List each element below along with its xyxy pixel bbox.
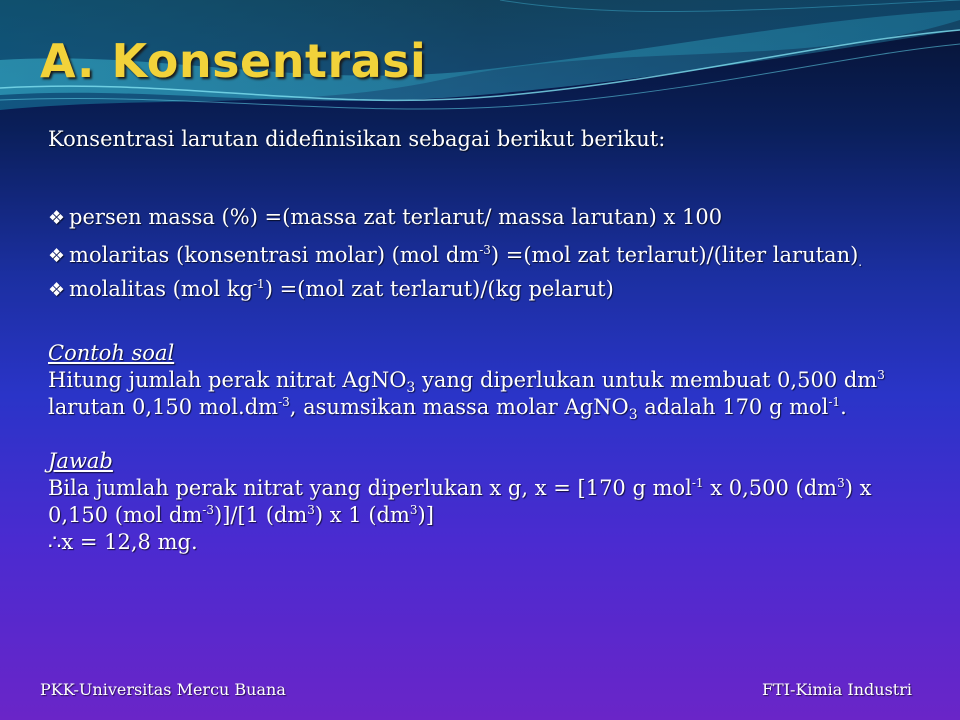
definition-list — [48, 204, 948, 304]
list-item — [48, 204, 948, 232]
diamond-bullet-icon: ❖ — [48, 207, 66, 229]
footer-left: PKK-Universitas Mercu Buana — [40, 680, 286, 699]
answer-line-cont: 0,150 (mol $dm^{-3})]/[1$ $(dm^3)$ x 1 $(dm^3)$] — [48, 503, 434, 527]
answer-line: Bila jumlah perak nitrat yang diperlukan x g, x = [170 g mol$^{-1}$ x 0,500 $(dm^3)$ x — [48, 476, 872, 500]
footer-right: FTI-Kimia Industri — [761, 680, 912, 699]
answer-result: ∴x = 12,8 mg. — [48, 530, 198, 554]
list-item — [48, 242, 948, 276]
definition-molarity: molaritas (konsentrasi molar) (mol $dm^{-3}) =(mol$ zat terlarut)/(liter larutan). — [69, 243, 863, 269]
definition-mass-percent: persen massa (%) =(massa zat terlarut/ massa larutan) x 100 — [69, 205, 723, 229]
example-section — [48, 340, 948, 556]
diamond-bullet-icon: ❖ — [48, 279, 66, 301]
diamond-bullet-icon: ❖ — [48, 245, 66, 267]
intro-text: Konsentrasi larutan didefinisikan sebagai berikut berikut: — [48, 127, 666, 151]
slide-title: A. Konsentrasi — [40, 34, 427, 88]
example-heading: Contoh soal — [48, 341, 175, 365]
list-item — [48, 276, 948, 304]
example-question: Hitung jumlah perak nitrat AgNO$_3$ yang diperlukan untuk membuat 0,500 $dm^3$ — [48, 368, 885, 396]
definition-molality: molalitas (mol $kg^{-1}) =(mol$ zat terlarut)/(kg pelarut) — [69, 277, 614, 301]
answer-heading: Jawab — [48, 449, 113, 473]
example-question-cont: larutan 0,150 $mol.dm^{-3}$, asumsikan massa molar AgNO$_3$ adalah 170 g mol$^{-1}$. — [48, 395, 847, 423]
